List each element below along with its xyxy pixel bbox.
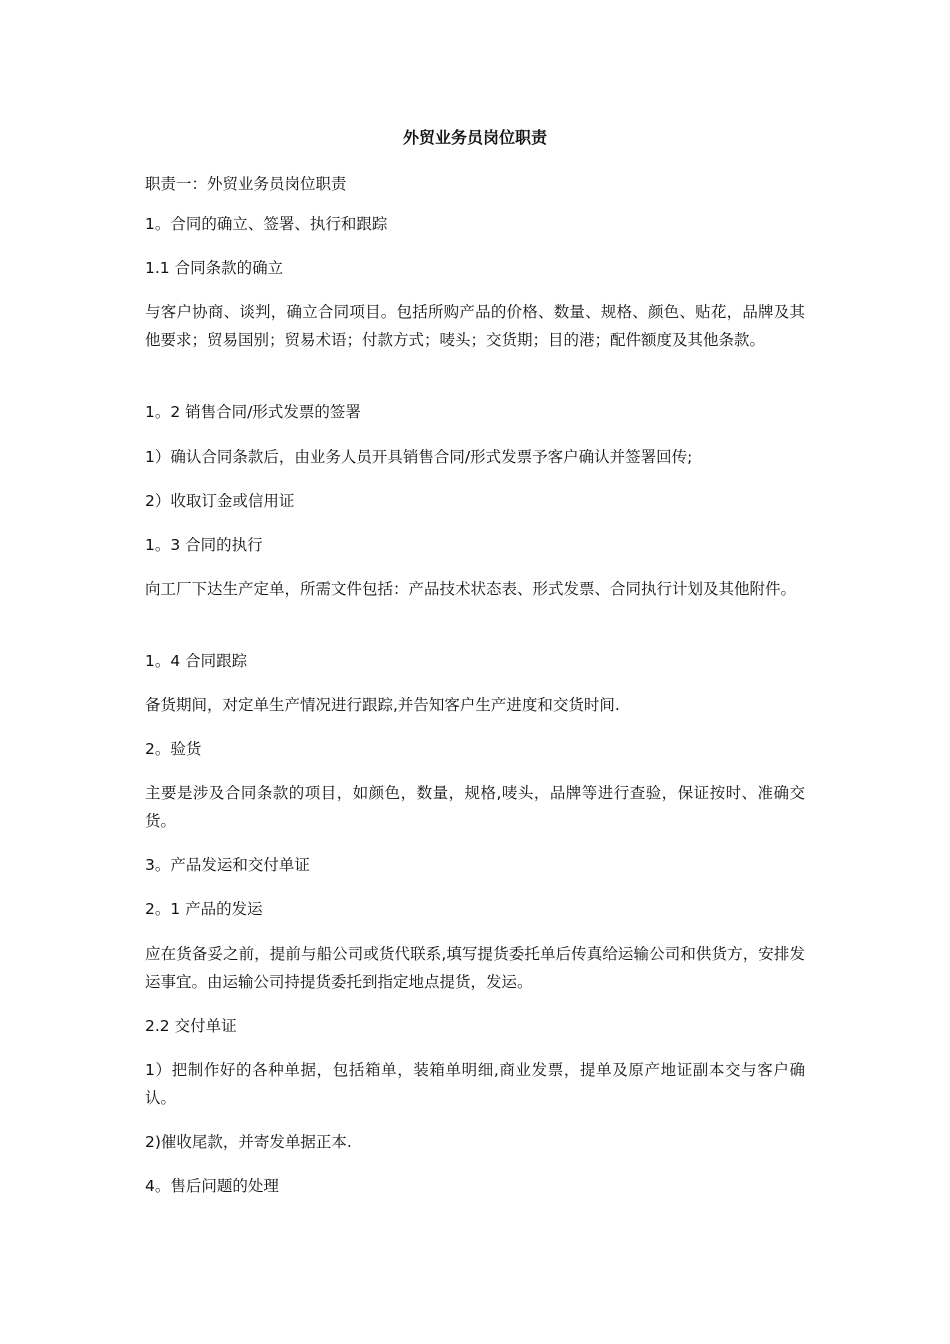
paragraph-section-1-1-heading: 1.1 合同条款的确立 bbox=[145, 259, 284, 277]
paragraph-section-2-2-heading: 2.2 交付单证 bbox=[145, 1017, 237, 1035]
paragraph-section-1-2-item-1: 1）确认合同条款后，由业务人员开具销售合同/形式发票予客户确认并签署回传; bbox=[145, 448, 693, 466]
paragraph-duty-one-heading: 职责一：外贸业务员岗位职责 bbox=[145, 175, 347, 193]
paragraph-section-1-2-item-2: 2）收取订金或信用证 bbox=[145, 492, 295, 510]
paragraph-section-2-1-heading: 2。1 产品的发运 bbox=[145, 900, 263, 918]
paragraph-section-2-2-item-2: 2)催收尾款，并寄发单据正本. bbox=[145, 1133, 352, 1151]
paragraph-section-1-4-heading: 1。4 合同跟踪 bbox=[145, 652, 248, 670]
document-title: 外贸业务员岗位职责 bbox=[402, 128, 547, 147]
paragraph-section-1-1-body: 与客户协商、谈判，确立合同项目。包括所购产品的价格、数量、规格、颜色、贴花，品牌及其他要求；贸易国别；贸易术语；付款方式；唛头；交货期；目的港；配件额度及其他条款。 bbox=[145, 303, 805, 349]
paragraph-section-1-3-body: 向工厂下达生产定单，所需文件包括：产品技术状态表、形式发票、合同执行计划及其他附件。 bbox=[145, 580, 797, 598]
paragraph-section-2-1-body: 应在货备妥之前，提前与船公司或货代联系,填写提货委托单后传真给运输公司和供货方，安排发运事宜。由运输公司持提货委托到指定地点提货，发运。 bbox=[145, 945, 805, 991]
paragraph-section-4-heading: 4。售后问题的处理 bbox=[145, 1177, 279, 1195]
paragraph-section-3-heading: 3。产品发运和交付单证 bbox=[145, 856, 310, 874]
paragraph-section-2-heading: 2。验货 bbox=[145, 740, 202, 758]
paragraph-section-1-3-heading: 1。3 合同的执行 bbox=[145, 536, 263, 554]
paragraph-section-1-2-heading: 1。2 销售合同/形式发票的签署 bbox=[145, 403, 361, 421]
paragraph-section-2-2-item-1: 1）把制作好的各种单据，包括箱单，装箱单明细,商业发票，提单及原产地证副本交与客户确认。 bbox=[145, 1061, 805, 1107]
paragraph-section-1-heading: 1。合同的确立、签署、执行和跟踪 bbox=[145, 215, 388, 233]
paragraph-section-1-4-body: 备货期间，对定单生产情况进行跟踪,并告知客户生产进度和交货时间. bbox=[145, 696, 620, 714]
paragraph-section-2-body: 主要是涉及合同条款的项目，如颜色，数量，规格,唛头，品牌等进行查验，保证按时、准确交货。 bbox=[145, 784, 805, 830]
